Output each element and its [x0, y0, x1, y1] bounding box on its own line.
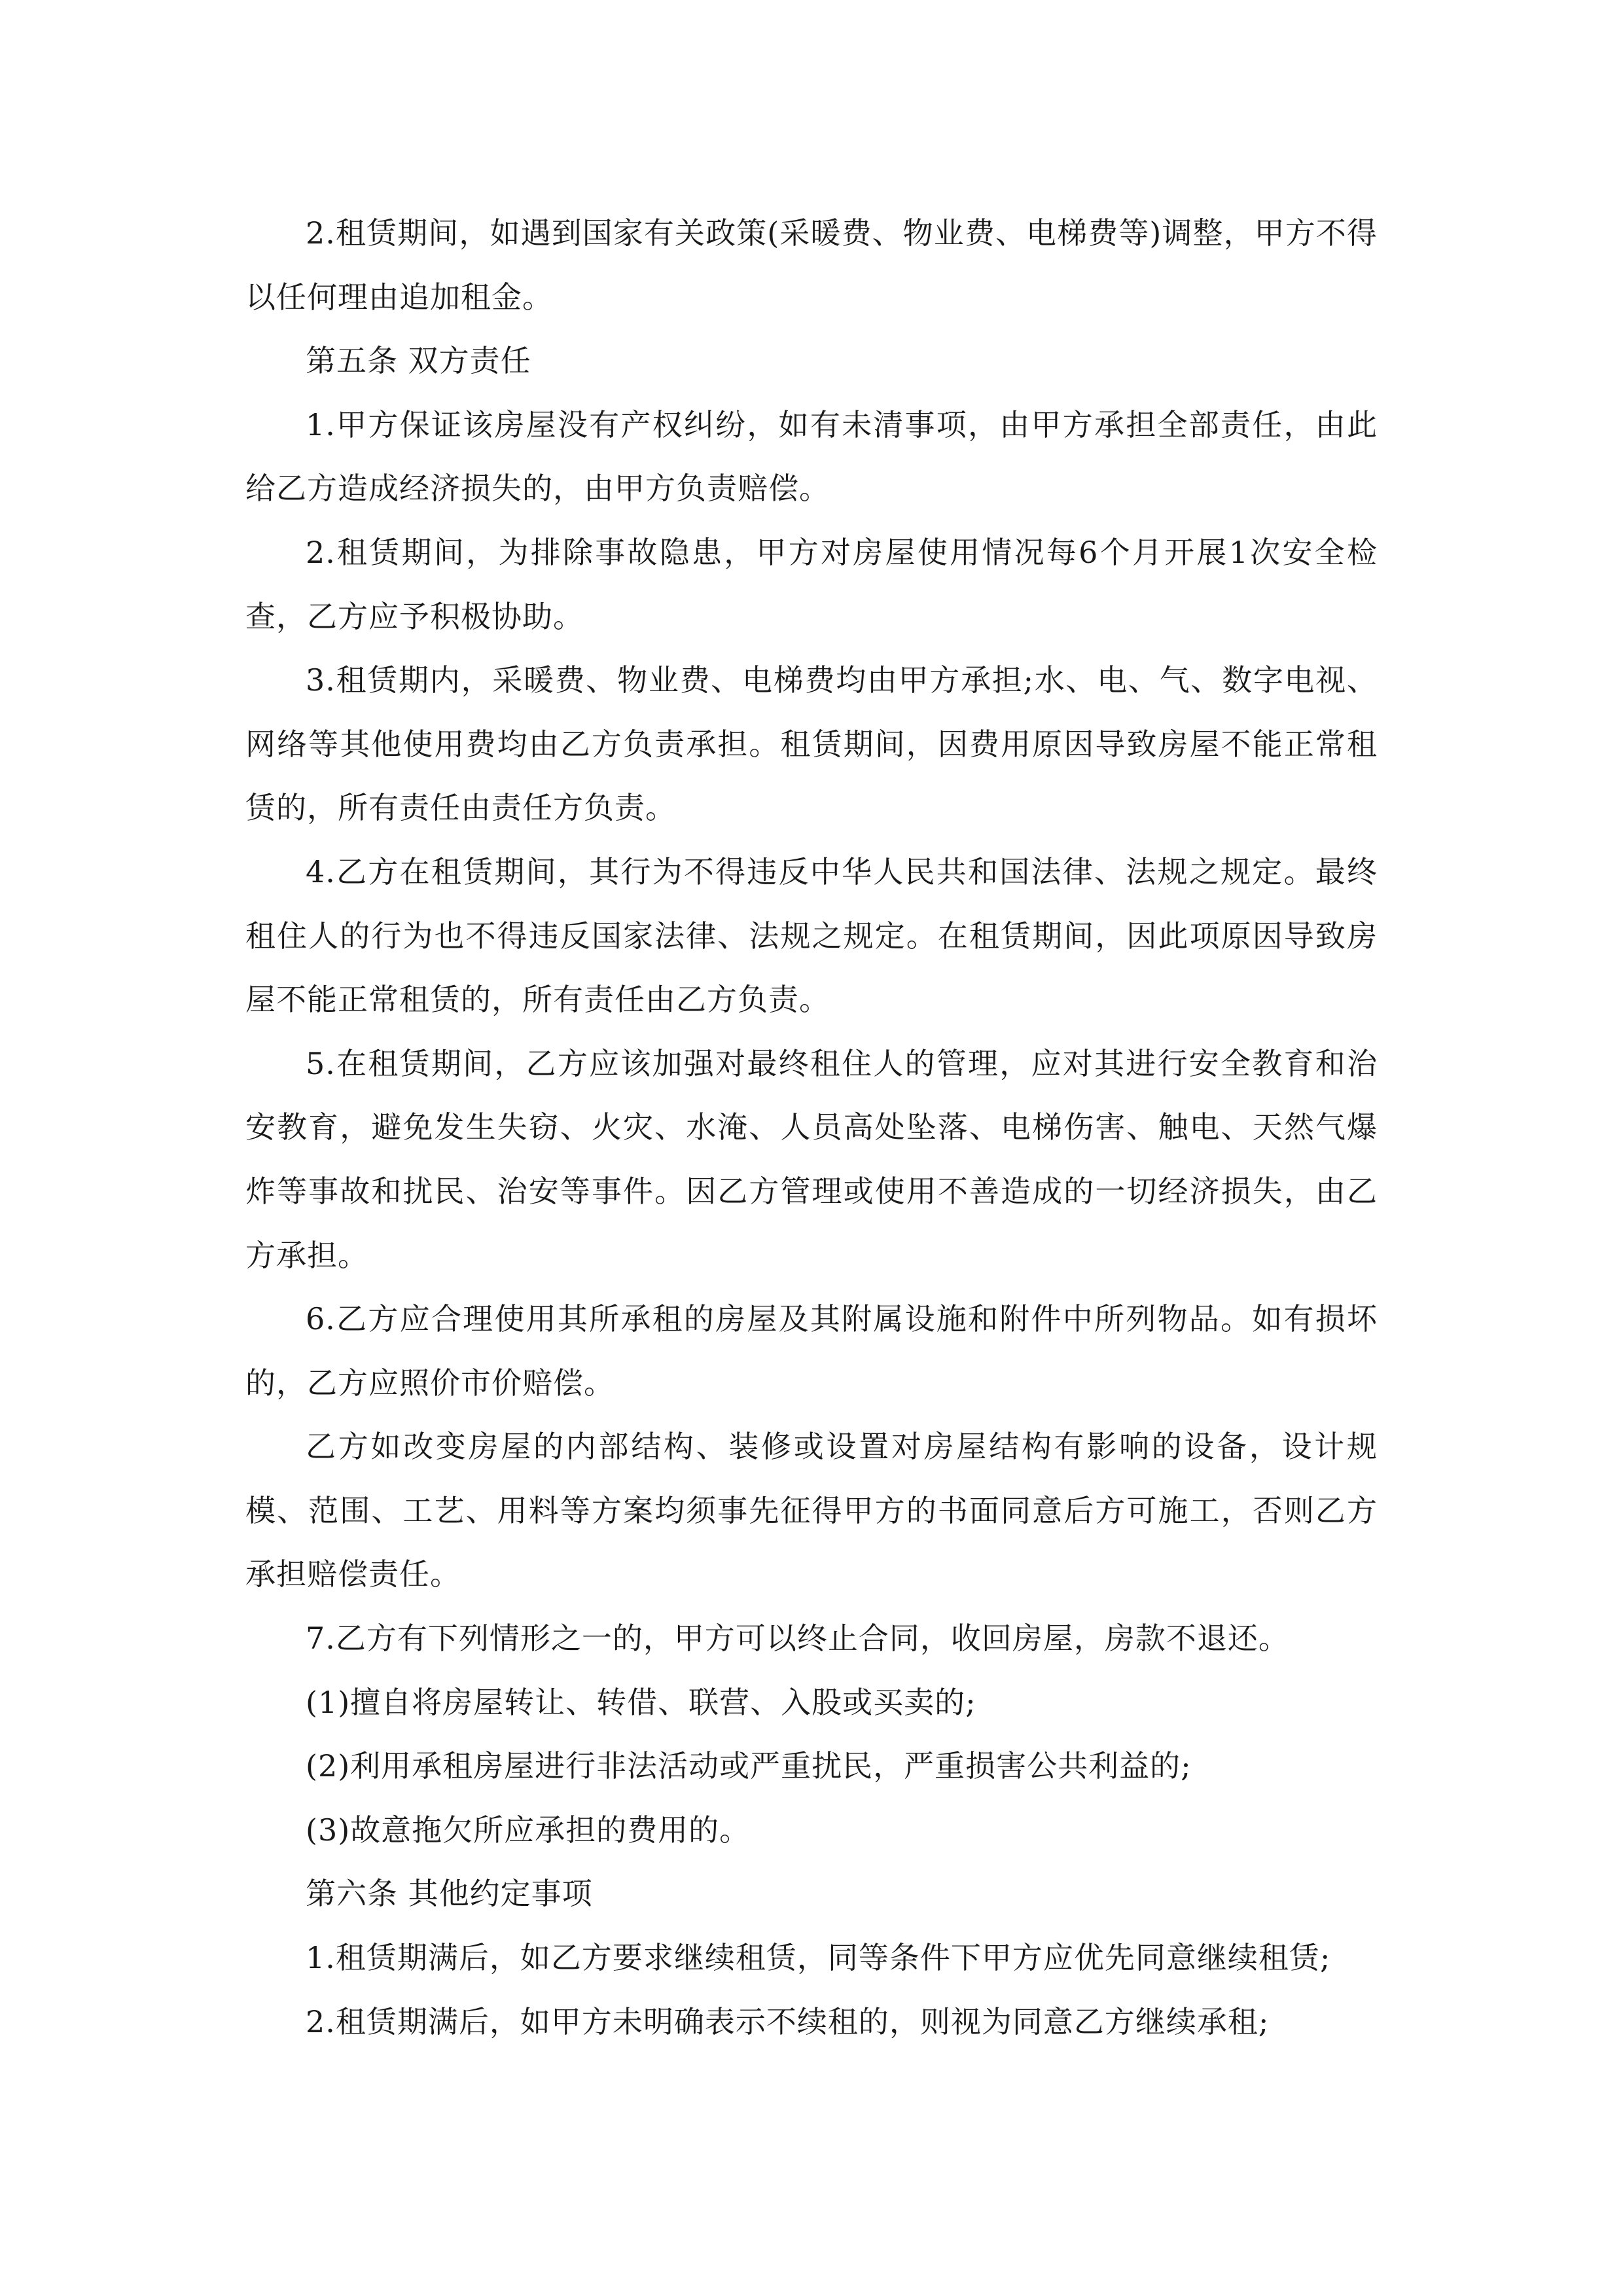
paragraph-tenant-management: 5.在租赁期间，乙方应该加强对最终租住人的管理，应对其进行安全教育和治安教育，避免发生失窃、火灾、水淹、人员高处坠落、电梯伤害、触电、天然气爆炸等事故和扰民、治安等事件。因乙方管理或使用不善造成的一切经济损失，由乙方承担。: [245, 1045, 1378, 1273]
section-heading-article-6: 第六条 其他约定事项: [306, 1876, 593, 1912]
paragraph-structural-changes: 乙方如改变房屋的内部结构、装修或设置对房屋结构有影响的设备，设计规模、范围、工艺、用料等方案均须事先征得甲方的书面同意后方可施工，否则乙方承担赔偿责任。: [245, 1429, 1378, 1592]
list-item-condition-1: (1)擅自将房屋转让、转借、联营、入股或买卖的;: [306, 1684, 976, 1720]
list-item-condition-2: (2)利用承租房屋进行非法活动或严重扰民，严重损害公共利益的;: [306, 1748, 1192, 1784]
paragraph-rent-policy-adjustment: 2.租赁期间，如遇到国家有关政策(采暖费、物业费、电梯费等)调整，甲方不得以任何理由追加租金。: [245, 215, 1378, 315]
paragraph-safety-inspection: 2.租赁期间，为排除事故隐患，甲方对房屋使用情况每6个月开展1次安全检查，乙方应予积极协助。: [245, 534, 1378, 634]
paragraph-termination-conditions: 7.乙方有下列情形之一的，甲方可以终止合同，收回房屋，房款不退还。: [306, 1621, 1289, 1657]
section-heading-article-5: 第五条 双方责任: [306, 343, 531, 379]
paragraph-ownership-guarantee: 1.甲方保证该房屋没有产权纠纷，如有未清事项，由甲方承担全部责任，由此给乙方造成经济损失的，由甲方负责赔偿。: [245, 406, 1378, 507]
list-item-condition-3: (3)故意拖欠所应承担的费用的。: [306, 1812, 751, 1848]
paragraph-renewal-priority: 1.租赁期满后，如乙方要求继续租赁，同等条件下甲方应优先同意继续租赁;: [306, 1940, 1331, 1976]
paragraph-fees-responsibility: 3.租赁期内，采暖费、物业费、电梯费均由甲方承担;水、电、气、数字电视、网络等其他使用费均由乙方负责承担。租赁期间，因费用原因导致房屋不能正常租赁的，所有责任由责任方负责。: [245, 662, 1378, 826]
document-body: [245, 202, 1378, 2054]
paragraph-proper-use: 6.乙方应合理使用其所承租的房屋及其附属设施和附件中所列物品。如有损坏的，乙方应照价市价赔偿。: [245, 1301, 1378, 1401]
paragraph-implied-renewal: 2.租赁期满后，如甲方未明确表示不续租的，则视为同意乙方继续承租;: [306, 2003, 1270, 2039]
paragraph-legal-compliance: 4.乙方在租赁期间，其行为不得违反中华人民共和国法律、法规之规定。最终租住人的行为也不得违反国家法律、法规之规定。在租赁期间，因此项原因导致房屋不能正常租赁的，所有责任由乙方负责。: [245, 853, 1378, 1018]
